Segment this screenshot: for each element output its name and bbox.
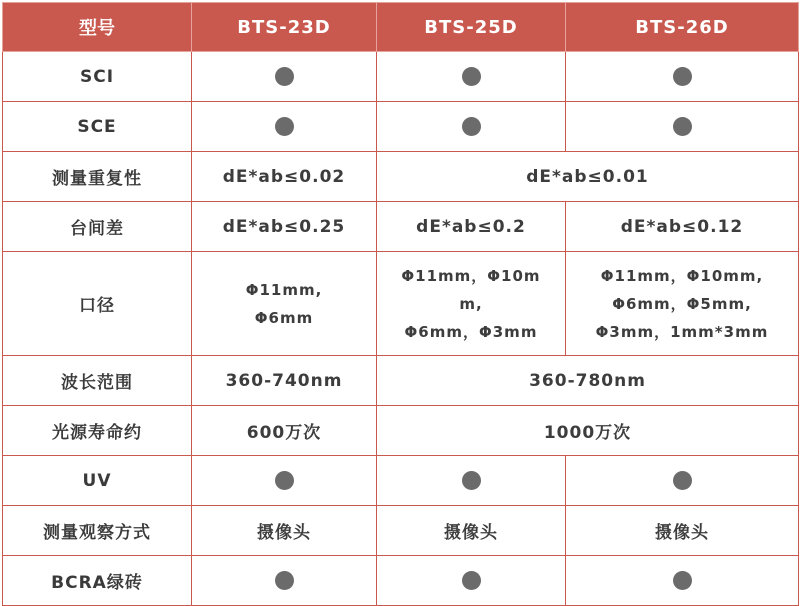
cell-bcra-bts23d	[192, 556, 377, 606]
table-row-lamp-life	[3, 406, 799, 456]
row-label-viewing-mode: 测量观察方式	[3, 506, 192, 556]
table-row-repeatability	[3, 152, 799, 202]
row-label-uv: UV	[3, 456, 192, 506]
aperture-line: Φ6mm，Φ3mm	[404, 322, 538, 341]
supported-dot-icon	[462, 571, 481, 590]
cell-uv-bts26d	[566, 456, 799, 506]
cell-uv-bts25d	[377, 456, 566, 506]
table-row-sce	[3, 102, 799, 152]
table-row-aperture	[3, 252, 799, 356]
supported-dot-icon	[275, 67, 294, 86]
cell-aperture-bts25d	[377, 252, 566, 356]
cell-wavelength-bts23d: 360-740nm	[192, 356, 377, 406]
cell-viewing-mode-bts26d: 摄像头	[566, 506, 799, 556]
aperture-line: Φ6mm	[254, 308, 314, 327]
row-label-lamp-life: 光源寿命约	[3, 406, 192, 456]
supported-dot-icon	[673, 117, 692, 136]
supported-dot-icon	[275, 571, 294, 590]
cell-bcra-bts26d	[566, 556, 799, 606]
row-label-repeatability: 测量重复性	[3, 152, 192, 202]
header-model-bts26d: BTS-26D	[566, 3, 799, 52]
aperture-line: Φ11mm,	[245, 280, 323, 299]
cell-lamp-life-bts23d: 600万次	[192, 406, 377, 456]
header-model-bts25d: BTS-25D	[377, 3, 566, 52]
cell-bcra-bts25d	[377, 556, 566, 606]
cell-aperture-bts26d	[566, 252, 799, 356]
table-row-wavelength	[3, 356, 799, 406]
row-label-inter-instrument: 台间差	[3, 202, 192, 252]
cell-wavelength-bts25d-bts26d: 360-780nm	[377, 356, 799, 406]
cell-repeatability-bts23d: dE*ab≤0.02	[192, 152, 377, 202]
table-row-sci	[3, 52, 799, 102]
cell-inter-instrument-bts23d: dE*ab≤0.25	[192, 202, 377, 252]
cell-sci-bts26d	[566, 52, 799, 102]
supported-dot-icon	[462, 117, 481, 136]
aperture-line: Φ6mm，Φ5mm,	[612, 294, 752, 313]
row-label-sci: SCI	[3, 52, 192, 102]
cell-inter-instrument-bts25d: dE*ab≤0.2	[377, 202, 566, 252]
table-header	[3, 3, 799, 52]
supported-dot-icon	[275, 117, 294, 136]
supported-dot-icon	[462, 67, 481, 86]
row-label-aperture: 口径	[3, 252, 192, 356]
row-label-wavelength: 波长范围	[3, 356, 192, 406]
aperture-line: Φ11mm，Φ10m	[401, 266, 541, 285]
cell-uv-bts23d	[192, 456, 377, 506]
table-body	[3, 52, 799, 606]
cell-aperture-bts23d	[192, 252, 377, 356]
spec-comparison-table	[2, 2, 799, 606]
cell-repeatability-bts25d-bts26d: dE*ab≤0.01	[377, 152, 799, 202]
cell-sci-bts25d	[377, 52, 566, 102]
supported-dot-icon	[673, 471, 692, 490]
cell-viewing-mode-bts25d: 摄像头	[377, 506, 566, 556]
table-row-viewing-mode	[3, 506, 799, 556]
table-row-inter-instrument	[3, 202, 799, 252]
cell-sci-bts23d	[192, 52, 377, 102]
cell-sce-bts26d	[566, 102, 799, 152]
supported-dot-icon	[673, 67, 692, 86]
cell-inter-instrument-bts26d: dE*ab≤0.12	[566, 202, 799, 252]
cell-sce-bts25d	[377, 102, 566, 152]
aperture-line: Φ3mm，1mm*3mm	[595, 322, 769, 341]
aperture-line: m,	[459, 294, 483, 313]
supported-dot-icon	[275, 471, 294, 490]
row-label-sce: SCE	[3, 102, 192, 152]
cell-sce-bts23d	[192, 102, 377, 152]
aperture-line: Φ11mm，Φ10mm,	[600, 266, 764, 285]
header-label-model: 型号	[3, 3, 192, 52]
cell-lamp-life-bts25d-bts26d: 1000万次	[377, 406, 799, 456]
table-row-uv	[3, 456, 799, 506]
table-row-bcra	[3, 556, 799, 606]
row-label-bcra: BCRA绿砖	[3, 556, 192, 606]
supported-dot-icon	[673, 571, 692, 590]
cell-viewing-mode-bts23d: 摄像头	[192, 506, 377, 556]
header-model-bts23d: BTS-23D	[192, 3, 377, 52]
header-row	[3, 3, 799, 52]
supported-dot-icon	[462, 471, 481, 490]
